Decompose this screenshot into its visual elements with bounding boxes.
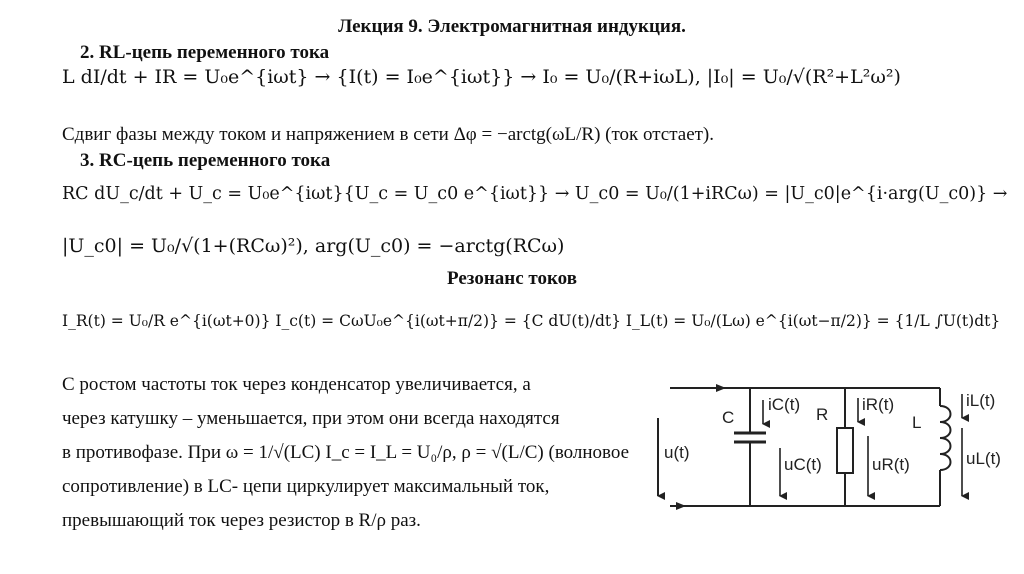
resistor-voltage-label: uR(t) [872, 455, 910, 474]
source-label: u(t) [664, 443, 690, 462]
rl-equation-text: L dI/dt + IR = U₀e^{iωt} → {I(t) = I₀e^{iωt}} → I₀ = U₀/(R+iωL), |I₀| = U₀/√(R²+L²ω²) [62, 66, 901, 88]
rc-equation-2: |U_c0| = U₀/√(1+(RCω)²), arg(U_c0) = −arctg(RCω) [62, 235, 565, 257]
resistor-current-label: iR(t) [862, 395, 895, 414]
rl-phase-text: Сдвиг фазы между током и напряжением в сети Δφ = −arctg(ωL/R) (ток отстает). [62, 124, 715, 145]
resonance-heading: Резонанс токов [447, 268, 577, 289]
paragraph-line: С ростом частоты ток через конденсатор увеличивается, а [62, 374, 531, 395]
resonance-paragraph [62, 368, 632, 538]
inductor-coil [940, 406, 951, 470]
rl-heading: 2. RL-цепь переменного тока [80, 42, 330, 63]
inductor-label: L [912, 413, 922, 432]
capacitor-current-label: iC(t) [768, 395, 801, 414]
capacitor-label: C [722, 408, 735, 427]
rc-equation-1: RC dU_c/dt + U_c = U₀e^{iωt}{U_c = U_c0 e^{iωt}} → U_c0 = U₀/(1+iRCω) = |U_c0|e^{i·arg(U_c0)} → [62, 184, 1008, 204]
paragraph-line: сопротивление) в LC- цепи циркулирует максимальный ток, [62, 476, 550, 497]
paragraph-line: превышающий ток через резистор в R/ρ раз. [62, 510, 421, 531]
lecture-title: Лекция 9. Электромагнитная индукция. [338, 16, 686, 37]
paragraph-line: в противофазе. При ω = 1/√(LC) I_c = I_L = U₀/ρ, ρ = √(L/C) (волновое [62, 442, 630, 463]
parallel-rlc-circuit [650, 378, 1010, 528]
resonance-equation: I_R(t) = U₀/R e^{i(ωt+0)} I_c(t) = CωU₀e^{i(ωt+π/2)} = {C dU(t)/dt} I_L(t) = U₀/(Lω) e^{i(ωt−π/2)} = {1/L ∫U(t)dt} [62, 312, 1001, 330]
inductor-current-label: iL(t) [966, 391, 996, 410]
resistor-label: R [816, 405, 829, 424]
paragraph-line: через катушку – уменьшается, при этом они всегда находятся [62, 408, 560, 429]
rl-equation [62, 66, 901, 88]
rc-heading: 3. RC-цепь переменного тока [80, 150, 331, 171]
inductor-voltage-label: uL(t) [966, 449, 1001, 468]
resistor-body [837, 428, 853, 473]
capacitor-voltage-label: uC(t) [784, 455, 822, 474]
